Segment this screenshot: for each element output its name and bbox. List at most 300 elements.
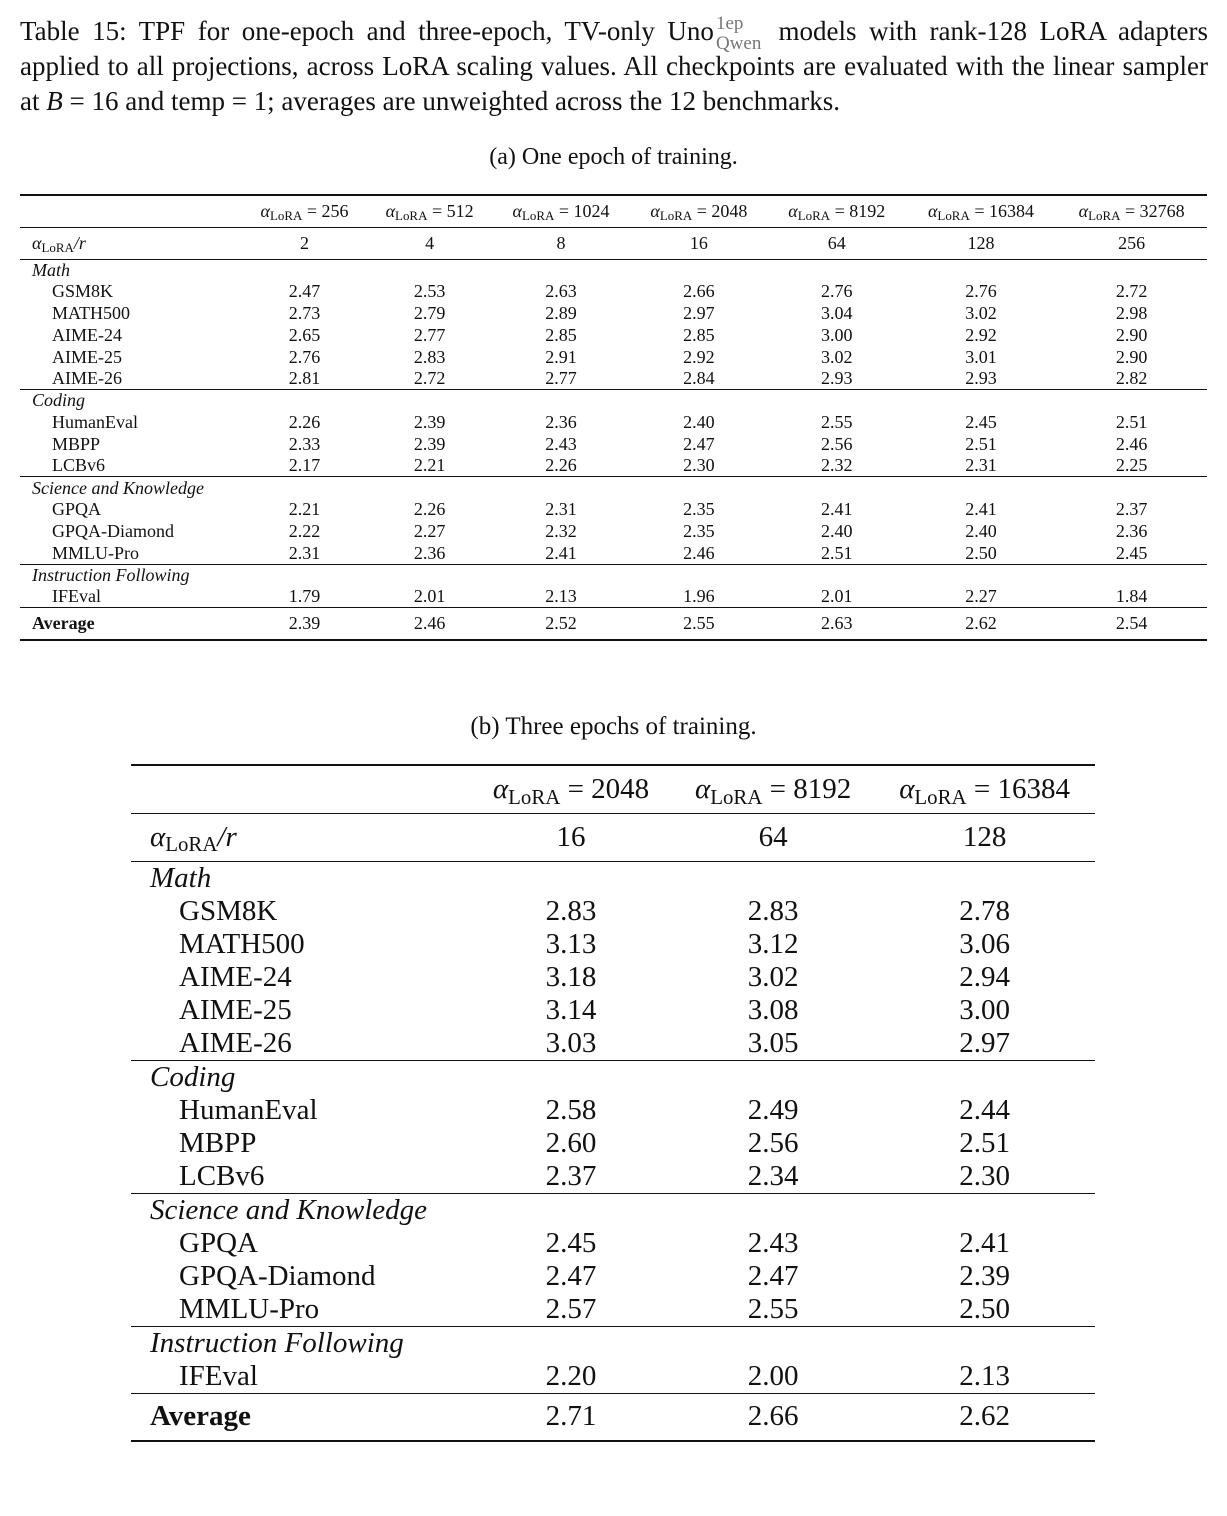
average-value: 2.62 [874,1393,1095,1441]
lora-subscript: LoRA [797,208,831,224]
ratio-row-label [20,227,242,259]
ratio-row-label [131,813,470,861]
alpha-header-0 [470,765,672,813]
value-cell: 2.26 [545,455,577,476]
value-cell: 2.51 [820,542,853,563]
value-cell: 2.44 [959,1093,1010,1126]
value-cell: 2.43 [747,1226,799,1259]
empty-cell [906,259,1057,281]
group-label: Math [20,259,242,281]
benchmark-name: AIME-24 [52,324,122,345]
value-cell: 2.73 [288,302,321,323]
value-cell: 2.92 [683,346,715,367]
empty-cell [874,1193,1095,1227]
ratio-cell-0: 2 [242,227,367,259]
lora-subscript: LoRA [508,784,561,809]
empty-cell [1056,259,1207,281]
value-cell: 2.32 [545,520,577,541]
header-corner [20,195,242,227]
empty-cell [630,477,768,499]
value-cell: 2.51 [959,1126,1010,1159]
value-cell: 2.55 [747,1292,799,1325]
alpha-header-6 [1056,195,1207,227]
value-cell: 2.21 [288,499,321,520]
benchmark-name: AIME-24 [179,960,292,993]
alpha-value: = 1024 [554,200,610,221]
empty-cell [470,861,672,895]
value-cell: 2.93 [965,368,997,389]
average-value: 2.52 [492,608,630,640]
alpha-value: = 2048 [692,200,748,221]
value-cell: 2.45 [965,411,997,432]
table-row [131,1360,1095,1394]
value-cell: 2.79 [413,302,446,323]
group-header-row [131,1193,1095,1227]
alpha-value: = 16384 [966,772,1070,805]
empty-cell [768,390,906,412]
benchmark-name: AIME-26 [179,1026,292,1059]
empty-cell [470,1193,672,1227]
value-cell: 2.65 [288,324,321,345]
empty-cell [367,259,492,281]
value-cell: 2.45 [545,1226,597,1259]
ratio-label: /r [217,820,237,853]
caption-var-b: B [46,86,63,116]
value-cell: 2.56 [820,433,853,454]
benchmark-name: AIME-25 [179,993,292,1026]
value-cell: 2.76 [288,346,321,367]
value-cell: 2.35 [683,499,715,520]
value-cell: 2.90 [1115,324,1148,345]
table-row [131,1227,1095,1260]
value-cell: 2.84 [683,368,715,389]
value-cell: 2.26 [288,411,321,432]
value-cell: 2.60 [545,1126,597,1159]
average-value: 2.66 [672,1393,874,1441]
value-cell: 2.66 [683,281,715,302]
average-value: 2.63 [768,608,906,640]
value-cell: 2.40 [683,411,715,432]
value-cell: 2.83 [545,894,597,927]
alpha-symbol: α [260,200,270,221]
value-cell: 2.20 [545,1359,597,1392]
alpha-header-2 [874,765,1095,813]
lora-subscript: LoRA [937,208,970,224]
lora-subscript: LoRA [659,208,693,224]
value-cell: 1.96 [683,586,715,607]
value-cell: 2.45 [1115,542,1148,563]
empty-cell [630,390,768,412]
value-cell: 2.98 [1115,302,1148,323]
alpha-value: = 8192 [830,200,886,221]
benchmark-name: MMLU-Pro [179,1292,320,1325]
table-one-epoch [20,194,1207,641]
value-cell: 2.01 [413,586,446,607]
caption-text-3: = 16 and temp = 1; averages are unweighted across the 12 benchmarks. [69,86,840,116]
alpha-value: = 16384 [969,200,1034,221]
value-cell: 1.79 [288,586,321,607]
benchmark-name: MMLU-Pro [52,542,140,563]
value-cell: 2.21 [413,455,446,476]
value-cell: 2.91 [545,346,577,367]
benchmark-name: MBPP [52,433,101,454]
value-cell: 2.35 [683,520,715,541]
value-cell: 2.37 [1115,499,1148,520]
benchmark-name: MATH500 [179,927,305,960]
value-cell: 2.89 [545,302,577,323]
value-cell: 2.40 [965,520,997,541]
average-row [131,1393,1095,1441]
ratio-cell-2: 128 [874,813,1095,861]
value-cell: 2.51 [965,433,997,454]
lora-subscript: LoRA [914,784,967,809]
empty-cell [906,477,1057,499]
value-cell: 2.36 [413,542,446,563]
table-row [20,324,1207,346]
empty-cell [874,861,1095,895]
value-cell: 3.18 [545,960,597,993]
table-row [20,499,1207,521]
ratio-cell-5: 128 [906,227,1057,259]
alpha-symbol: α [788,200,798,221]
table-row [131,1160,1095,1194]
empty-cell [672,1060,874,1094]
empty-cell [367,390,492,412]
group-label: Science and Knowledge [131,1193,470,1227]
empty-cell [242,390,367,412]
empty-cell [367,477,492,499]
empty-cell [672,1193,874,1227]
benchmark-name: IFEval [179,1359,258,1392]
value-cell: 3.02 [965,302,997,323]
alpha-symbol: α [1078,200,1089,221]
empty-cell [470,1060,672,1094]
group-header-row [20,259,1207,281]
benchmark-name: MBPP [179,1126,257,1159]
alpha-symbol: α [150,820,166,853]
table-row [131,1027,1095,1061]
ratio-cell-2: 8 [492,227,630,259]
benchmark-name: HumanEval [179,1093,318,1126]
value-cell: 2.81 [288,368,321,389]
value-cell: 2.50 [959,1292,1010,1325]
empty-cell [470,1326,672,1360]
value-cell: 3.00 [959,993,1010,1026]
value-cell: 2.00 [747,1359,799,1392]
value-cell: 2.30 [683,455,715,476]
value-cell: 2.47 [545,1259,597,1292]
table-row [20,433,1207,455]
empty-cell [874,1060,1095,1094]
empty-cell [1056,477,1207,499]
value-cell: 2.39 [413,433,446,454]
table-row [20,586,1207,608]
table-row [131,928,1095,961]
value-cell: 2.34 [747,1159,799,1192]
value-cell: 2.13 [545,586,577,607]
table-row [20,412,1207,434]
alpha-symbol: α [385,200,396,221]
value-cell: 2.27 [965,586,997,607]
value-cell: 2.82 [1115,368,1148,389]
empty-cell [768,259,906,281]
table-row [131,961,1095,994]
table-row [20,455,1207,477]
empty-cell [492,564,630,586]
value-cell: 2.72 [413,368,446,389]
uno-superscript: 1ep [715,13,744,34]
value-cell: 2.78 [959,894,1010,927]
value-cell: 3.14 [545,993,597,1026]
caption-label: Table 15: [20,16,127,46]
value-cell: 3.03 [545,1026,597,1059]
alpha-symbol: α [650,200,660,221]
lora-subscript: LoRA [395,208,428,224]
value-cell: 2.01 [820,586,853,607]
header-row-alpha [20,195,1207,227]
alpha-header-0 [242,195,367,227]
benchmark-name: GPQA-Diamond [179,1259,376,1292]
table-row [131,1293,1095,1327]
ratio-cell-0: 16 [470,813,672,861]
table-row [20,281,1207,303]
value-cell: 2.31 [965,455,997,476]
value-cell: 2.83 [747,894,799,927]
value-cell: 2.31 [545,499,577,520]
value-cell: 2.56 [747,1126,799,1159]
group-label: Instruction Following [20,564,242,586]
value-cell: 2.51 [1115,411,1148,432]
value-cell: 2.17 [288,455,321,476]
value-cell: 2.46 [1115,433,1148,454]
average-label: Average [20,608,242,640]
value-cell: 2.27 [413,520,446,541]
value-cell: 2.83 [413,346,446,367]
value-cell: 2.94 [959,960,1010,993]
ratio-cell-1: 4 [367,227,492,259]
value-cell: 2.31 [288,542,321,563]
value-cell: 3.08 [747,993,799,1026]
alpha-symbol: α [694,772,711,805]
table-row [131,1260,1095,1293]
value-cell: 2.76 [965,281,997,302]
table-row [20,521,1207,543]
group-label: Science and Knowledge [20,477,242,499]
value-cell: 3.12 [747,927,799,960]
value-cell: 3.00 [820,324,853,345]
lora-subscript: LoRA [522,208,555,224]
empty-cell [906,390,1057,412]
alpha-symbol: α [512,200,522,221]
group-header-row [20,564,1207,586]
caption-text-2: models with rank-128 LoRA adapters applied to all projections, across LoRA scaling values. All checkpoints are evaluated with the linear sampler at [20,16,1208,116]
value-cell: 2.26 [413,499,446,520]
value-cell: 2.25 [1115,455,1148,476]
alpha-value: = 2048 [560,772,650,805]
empty-cell [242,477,367,499]
empty-cell [630,564,768,586]
alpha-symbol: α [32,232,42,253]
caption-text-1: TPF for one-epoch and three-epoch, TV-only Uno [138,16,714,46]
uno-subscript: Qwen [715,33,762,54]
group-header-row [20,390,1207,412]
value-cell: 2.76 [820,281,853,302]
alpha-symbol: α [492,772,509,805]
value-cell: 3.02 [820,346,853,367]
ratio-cell-4: 64 [768,227,906,259]
alpha-header-1 [367,195,492,227]
alpha-symbol: α [899,772,915,805]
average-row [20,608,1207,640]
value-cell: 2.72 [1115,281,1148,302]
average-label: Average [131,1393,470,1441]
alpha-header-1 [672,765,874,813]
benchmark-name: AIME-26 [52,368,122,389]
ratio-cell-3: 16 [630,227,768,259]
group-label: Coding [20,390,242,412]
value-cell: 2.22 [288,520,321,541]
benchmark-name: GSM8K [179,894,278,927]
header-row-ratio [20,227,1207,259]
empty-cell [768,477,906,499]
value-cell: 2.97 [959,1026,1010,1059]
value-cell: 3.02 [747,960,799,993]
average-value: 2.39 [242,608,367,640]
benchmark-name: AIME-25 [52,346,122,367]
value-cell: 2.39 [959,1259,1010,1292]
value-cell: 2.50 [965,542,997,563]
group-header-row [131,1060,1095,1094]
alpha-value: = 512 [427,200,474,221]
value-cell: 2.43 [545,433,577,454]
value-cell: 3.05 [747,1026,799,1059]
empty-cell [672,1326,874,1360]
table-row [20,542,1207,564]
value-cell: 2.53 [413,281,446,302]
benchmark-name: MATH500 [52,302,131,323]
value-cell: 2.39 [413,411,446,432]
value-cell: 2.47 [288,281,321,302]
group-label: Math [131,861,470,895]
benchmark-name: GPQA [179,1226,258,1259]
alpha-value: = 8192 [762,772,852,805]
alpha-header-2 [492,195,630,227]
value-cell: 2.41 [820,499,853,520]
value-cell: 2.49 [747,1093,799,1126]
value-cell: 2.85 [683,324,715,345]
value-cell: 2.37 [545,1159,597,1192]
value-cell: 2.46 [683,542,715,563]
alpha-header-3 [630,195,768,227]
benchmark-name: LCBv6 [52,455,106,476]
value-cell: 3.06 [959,927,1010,960]
value-cell: 2.41 [959,1226,1010,1259]
header-row-ratio [131,813,1095,861]
header-row-alpha [131,765,1095,813]
table-row [20,346,1207,368]
average-value: 2.55 [630,608,768,640]
value-cell: 2.41 [965,499,997,520]
value-cell: 2.55 [820,411,853,432]
value-cell: 2.30 [959,1159,1010,1192]
value-cell: 3.01 [965,346,997,367]
value-cell: 3.04 [820,302,853,323]
benchmark-name: HumanEval [52,411,138,432]
ratio-cell-6: 256 [1056,227,1207,259]
value-cell: 2.40 [820,520,853,541]
value-cell: 3.13 [545,927,597,960]
value-cell: 2.32 [820,455,853,476]
table-caption [20,14,1208,119]
table-row [131,1094,1095,1127]
empty-cell [242,564,367,586]
lora-subscript: LoRA [41,240,74,256]
value-cell: 2.47 [747,1259,799,1292]
value-cell: 2.36 [1115,520,1148,541]
empty-cell [367,564,492,586]
table-row [131,1127,1095,1160]
average-value: 2.54 [1056,608,1207,640]
group-header-row [20,477,1207,499]
value-cell: 2.57 [545,1292,597,1325]
average-value: 2.46 [367,608,492,640]
alpha-header-5 [906,195,1057,227]
empty-cell [492,259,630,281]
group-label: Instruction Following [131,1326,470,1360]
table-three-epochs [131,764,1095,1442]
benchmark-name: LCBv6 [179,1159,265,1192]
benchmark-name: GPQA-Diamond [52,520,174,541]
value-cell: 2.92 [965,324,997,345]
alpha-header-4 [768,195,906,227]
value-cell: 2.77 [413,324,446,345]
group-header-row [131,861,1095,895]
empty-cell [1056,564,1207,586]
header-corner [131,765,470,813]
group-header-row [131,1326,1095,1360]
empty-cell [874,1326,1095,1360]
empty-cell [672,861,874,895]
value-cell: 2.13 [959,1359,1010,1392]
benchmark-name: IFEval [52,586,101,607]
alpha-symbol: α [927,200,938,221]
empty-cell [1056,390,1207,412]
ratio-cell-1: 64 [672,813,874,861]
empty-cell [492,477,630,499]
alpha-value: = 32768 [1120,200,1185,221]
empty-cell [242,259,367,281]
table-row [131,994,1095,1027]
average-value: 2.71 [470,1393,672,1441]
empty-cell [768,564,906,586]
table-row [20,368,1207,390]
lora-subscript: LoRA [1088,208,1121,224]
value-cell: 2.63 [545,281,577,302]
value-cell: 2.41 [545,542,577,563]
uno-superscript-subscript [714,13,766,54]
group-label: Coding [131,1060,470,1094]
alpha-value: = 256 [302,200,349,221]
value-cell: 2.97 [683,302,715,323]
lora-subscript: LoRA [269,208,303,224]
subtable-b-caption: (b) Three epochs of training. [470,713,757,740]
average-value: 2.62 [906,608,1057,640]
value-cell: 2.33 [288,433,321,454]
empty-cell [492,390,630,412]
lora-subscript: LoRA [165,832,218,857]
empty-cell [630,259,768,281]
subtable-a-caption: (a) One epoch of training. [489,144,738,170]
